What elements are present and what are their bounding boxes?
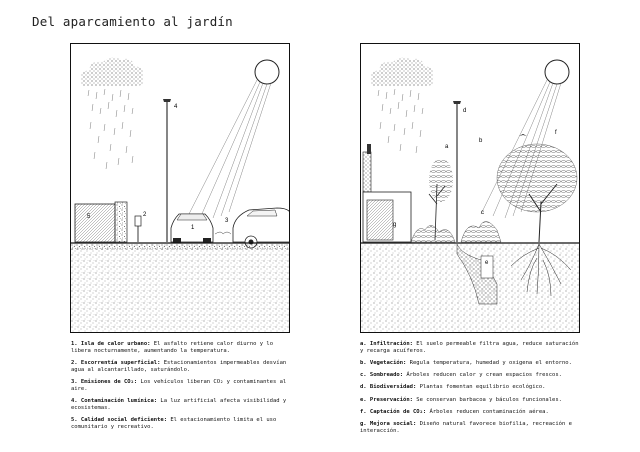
garden-scene-illustration bbox=[361, 44, 580, 333]
right-legend bbox=[360, 341, 582, 440]
parking-scene-illustration bbox=[71, 44, 290, 333]
label-1: 1 bbox=[191, 225, 195, 231]
legend-item-biodiversity: d. Biodiversidad: Plantas fomentan equilibrio ecológico. bbox=[360, 384, 546, 391]
parking-scene-panel bbox=[70, 43, 290, 333]
legend-item-light-pollution: 4. Contaminación lumínica: La luz artificial afecta visibilidad y ecosistemas. bbox=[71, 397, 287, 411]
label-e: e bbox=[485, 260, 489, 266]
label-3: 3 bbox=[225, 218, 229, 224]
label-4: 4 bbox=[174, 104, 178, 110]
legend-item-co2-capture: f. Captación de CO₂: Árboles reducen contaminación aérea. bbox=[360, 408, 549, 415]
label-a: a bbox=[445, 144, 449, 150]
label-f: f bbox=[555, 130, 557, 136]
label-g: g bbox=[393, 222, 397, 228]
legend-item-social-quality: 5. Calidad social deficiente: El estacionamiento limita el uso comunitario y recreativo. bbox=[71, 416, 277, 430]
label-c: c bbox=[481, 210, 484, 216]
label-2: 2 bbox=[143, 212, 147, 218]
garden-scene-panel bbox=[360, 43, 580, 333]
label-d: d bbox=[463, 108, 467, 114]
legend-item-preservation: e. Preservación: Se conservan barbacoa y báculos funcionales. bbox=[360, 396, 562, 403]
label-5: 5 bbox=[87, 214, 91, 220]
page-title: Del aparcamiento al jardín bbox=[32, 14, 233, 29]
legend-item-vegetation: b. Vegetación: Regula temperatura, humedad y oxigena el entorno. bbox=[360, 359, 572, 366]
legend-item-social-improvement: g. Mejora social: Diseño natural favorece biofilia, recreación e interacción. bbox=[360, 420, 572, 434]
legend-item-runoff: 2. Escorrentía superficial: Estacionamientos impermeables desvían agua al alcantarillado, saturándolo. bbox=[71, 359, 287, 373]
legend-item-emissions: 3. Emisiones de CO₂: Los vehículos liberan CO₂ y contaminantes al aire. bbox=[71, 378, 287, 392]
left-legend bbox=[71, 341, 293, 436]
legend-item-heat-island: 1. Isla de calor urbano: El asfalto retiene calor diurno y lo libera nocturnamente, aumentando la temperatura. bbox=[71, 341, 274, 354]
label-b: b bbox=[479, 138, 483, 144]
legend-item-infiltration: a. Infiltración: El suelo permeable filtra agua, reduce saturación y recarga acuíferos. bbox=[360, 341, 579, 354]
legend-item-shading: c. Sombreado: Árboles reducen calor y crean espacios frescos. bbox=[360, 372, 562, 379]
